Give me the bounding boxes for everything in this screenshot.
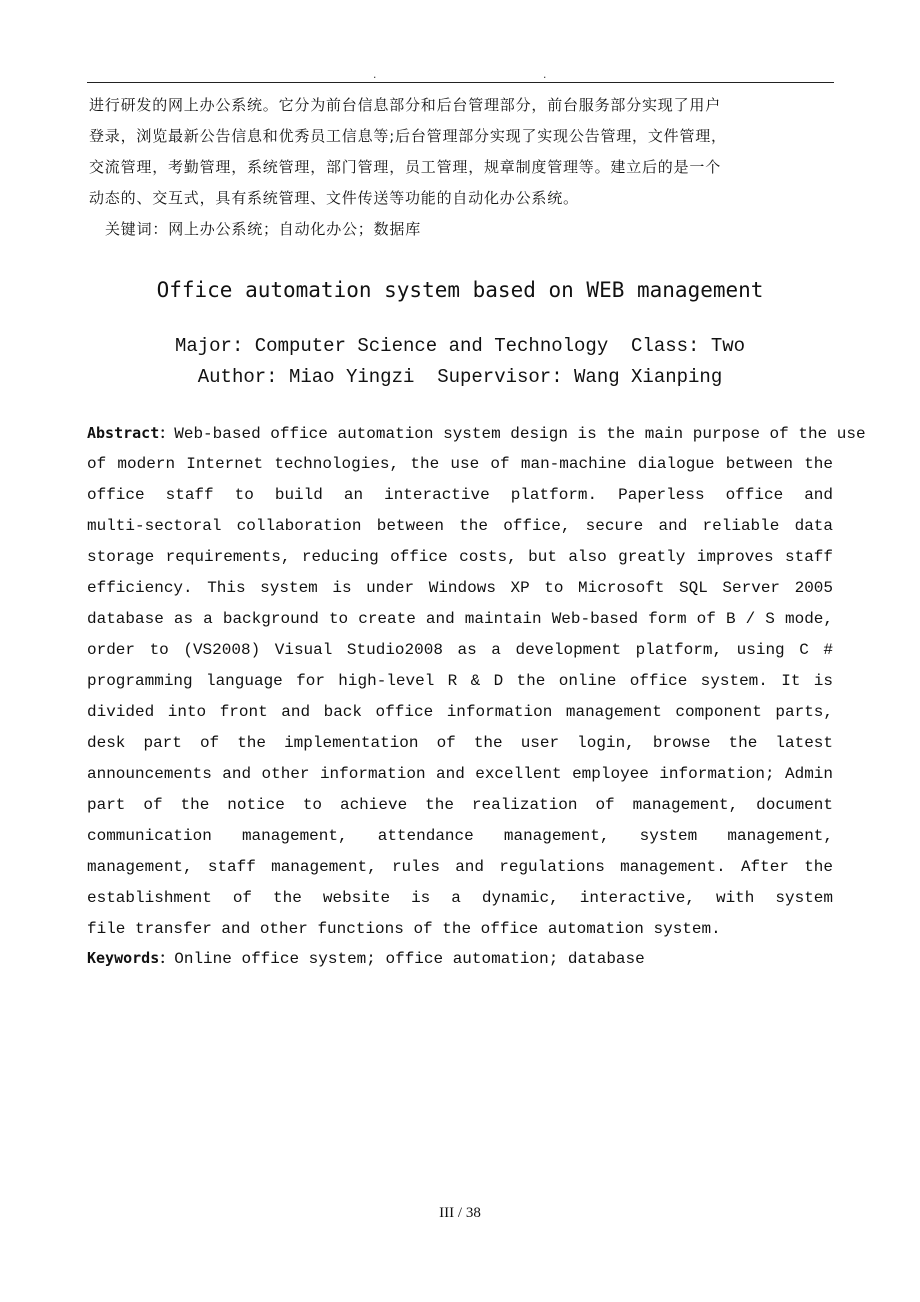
english-abstract: [87, 418, 866, 945]
page-number: III / 38: [439, 1205, 481, 1221]
abstract-line: establishment of the website is a dynamic, interactive, with system: [87, 889, 833, 907]
abstract-label: Abstract：: [87, 424, 175, 442]
keywords-value: Online office system; office automation; database: [174, 950, 645, 968]
abstract-line: database as a background to create and maintain Web-based form of B / S mode,: [87, 610, 833, 628]
abstract-line: of modern Internet technologies, the use of man-machine dialogue between the: [87, 455, 833, 473]
abstract-line: multi-sectoral collaboration between the office, secure and reliable data: [87, 517, 833, 535]
keywords-label: Keywords：: [87, 949, 175, 967]
author-supervisor-line: Author: Miao Yingzi Supervisor: Wang Xianping: [197, 366, 723, 388]
abstract-line: announcements and other information and excellent employee information; Admin: [87, 765, 833, 783]
header-dot-right: .: [542, 71, 548, 81]
header-rule: [87, 82, 834, 83]
abstract-line: desk part of the implementation of the user login, browse the latest: [87, 734, 833, 752]
abstract-line: communication management, attendance management, system management,: [87, 827, 833, 845]
chinese-abstract-line: 登录，浏览最新公告信息和优秀员工信息等;后台管理部分实现了实现公告管理，文件管理，: [89, 127, 727, 145]
abstract-line: divided into front and back office information management component parts,: [87, 703, 833, 721]
abstract-text: Web-based office automation system design is the main purpose of the use: [174, 425, 866, 443]
keywords-line: [87, 943, 645, 975]
abstract-line: office staff to build an interactive platform. Paperless office and: [87, 486, 833, 504]
chinese-abstract-line: 交流管理，考勤管理，系统管理，部门管理，员工管理，规章制度管理等。建立后的是一个: [89, 158, 722, 176]
chinese-keywords: 关键词：网上办公系统；自动化办公；数据库: [105, 220, 422, 238]
header-dot-left: .: [372, 71, 378, 81]
abstract-first-line: [87, 418, 866, 449]
abstract-line: order to (VS2008) Visual Studio2008 as a development platform, using C #: [87, 641, 833, 659]
major-class-line: Major: Computer Science and Technology Class: Two: [174, 335, 746, 357]
abstract-last-line: file transfer and other functions of the office automation system.: [87, 920, 721, 938]
chinese-abstract-line: 动态的、交互式，具有系统管理、文件传送等功能的自动化办公系统。: [89, 189, 579, 207]
abstract-line: efficiency. This system is under Windows XP to Microsoft SQL Server 2005: [87, 579, 833, 597]
abstract-line: programming language for high-level R & D the online office system. It is: [87, 672, 833, 690]
english-title: Office automation system based on WEB management: [156, 278, 764, 302]
abstract-line: part of the notice to achieve the realization of management, document: [87, 796, 833, 814]
chinese-abstract-line: 进行研发的网上办公系统。它分为前台信息部分和后台管理部分，前台服务部分实现了用户: [89, 96, 722, 114]
abstract-line: storage requirements, reducing office costs, but also greatly improves staff: [87, 548, 833, 566]
abstract-line: management, staff management, rules and regulations management. After the: [87, 858, 833, 876]
